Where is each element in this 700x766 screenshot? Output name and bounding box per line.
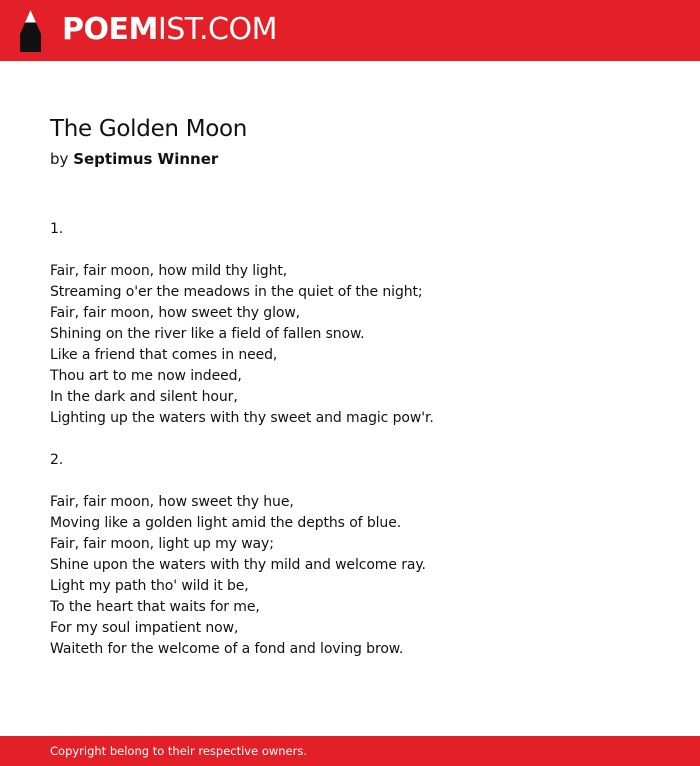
- poem-line: Waiteth for the welcome of a fond and loving brow.: [50, 641, 404, 657]
- poem-line: Fair, fair moon, light up my way;: [50, 536, 274, 552]
- poem-line: Like a friend that comes in need,: [50, 347, 278, 363]
- stanza-gap: [50, 429, 434, 450]
- poem-line: Fair, fair moon, how mild thy light,: [50, 263, 288, 279]
- site-footer: [0, 736, 700, 766]
- poem-line: Shining on the river like a field of fallen snow.: [50, 326, 365, 342]
- stanza: [50, 450, 434, 660]
- poem-line: Thou art to me now indeed,: [50, 368, 242, 384]
- logo-bold-text: POEM: [62, 12, 158, 47]
- poem-body: [50, 219, 434, 660]
- stanza-gap: [50, 240, 434, 261]
- poem-line: Fair, fair moon, how sweet thy glow,: [50, 305, 301, 321]
- copyright-text: Copyright belong to their respective owners.: [50, 744, 308, 758]
- poem-title: The Golden Moon: [50, 116, 248, 142]
- poem-line: To the heart that waits for me,: [50, 599, 260, 615]
- site-header: [0, 0, 700, 61]
- stanza-number: 2.: [50, 452, 64, 468]
- poem-line: Streaming o'er the meadows in the quiet of the night;: [50, 284, 423, 300]
- byline: [50, 150, 218, 168]
- stanza-gap: [50, 471, 434, 492]
- site-logo[interactable]: [62, 12, 277, 48]
- poem-line: Light my path tho' wild it be,: [50, 578, 249, 594]
- poem-line: In the dark and silent hour,: [50, 389, 238, 405]
- poem-line: Moving like a golden light amid the depths of blue.: [50, 515, 402, 531]
- author-name: Septimus Winner: [73, 150, 219, 168]
- logo-light-text: IST.COM: [157, 12, 277, 47]
- poem-line: For my soul impatient now,: [50, 620, 239, 636]
- poem-line: Lighting up the waters with thy sweet and magic pow'r.: [50, 410, 434, 426]
- poem-line: Shine upon the waters with thy mild and welcome ray.: [50, 557, 426, 573]
- pencil-nib-icon[interactable]: [17, 10, 44, 52]
- stanza: [50, 219, 434, 429]
- by-label: by: [50, 150, 69, 168]
- stanza-number: 1.: [50, 221, 64, 237]
- poem-line: Fair, fair moon, how sweet thy hue,: [50, 494, 294, 510]
